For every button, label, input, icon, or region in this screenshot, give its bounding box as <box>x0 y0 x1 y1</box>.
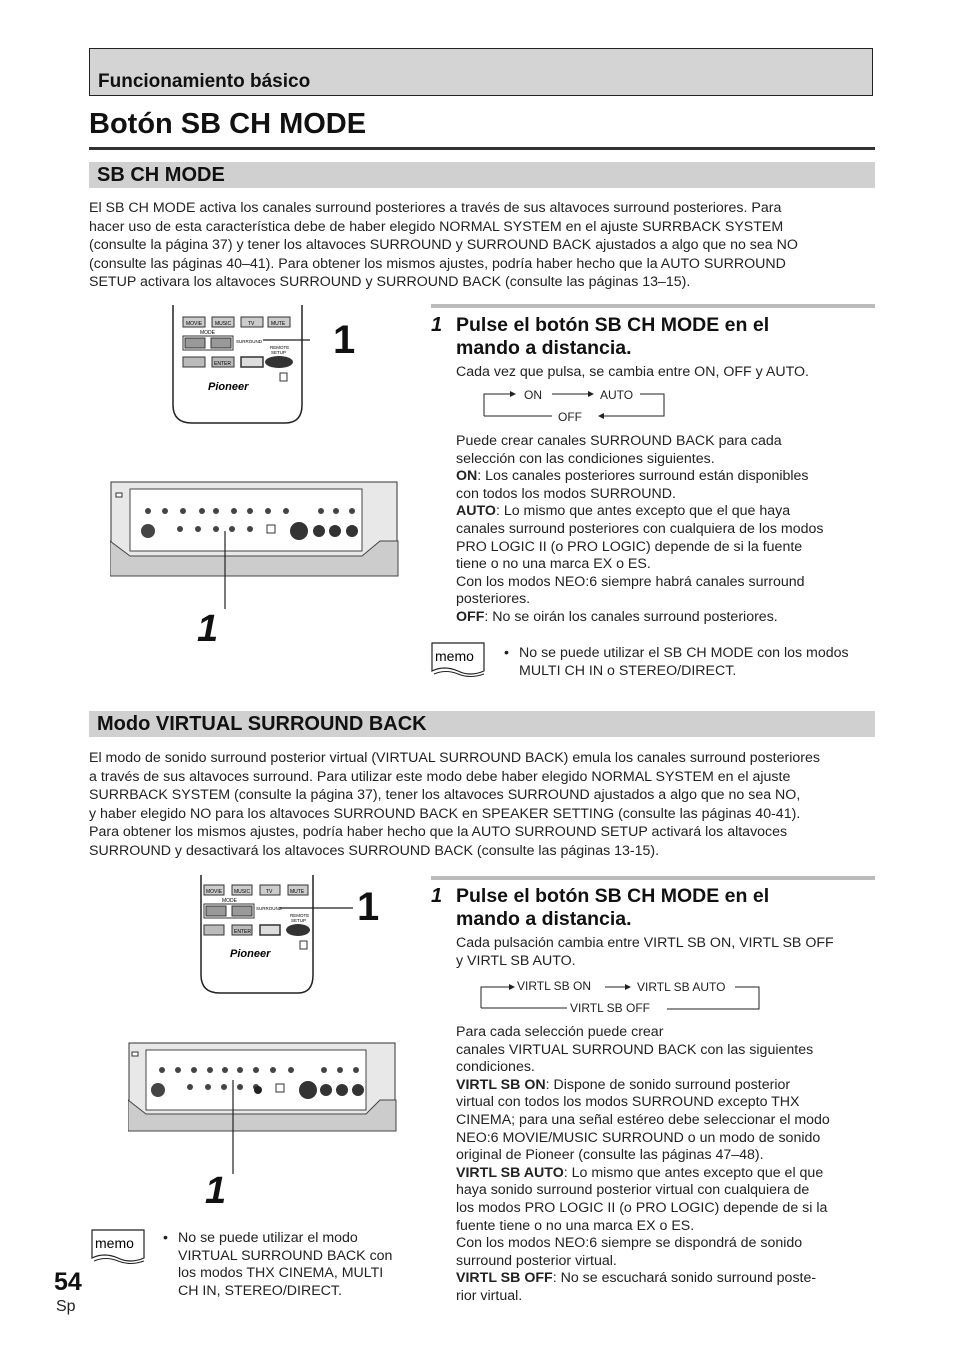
off-label: OFF <box>456 608 485 625</box>
sb-ch-mode-heading-text: SB CH MODE <box>97 164 225 186</box>
intro-line: hacer uso de esta característica debe de haber elegido NORMAL SYSTEM en el ajuste SURRBACK SYSTEM <box>89 218 784 235</box>
remote-enter-label: ENTER <box>214 361 231 367</box>
virtl-on-label: VIRTL SB ON <box>456 1076 546 1093</box>
cycle-label-virtl-off: VIRTL SB OFF <box>570 1001 651 1015</box>
desc-line: Con los modos NEO:6 siempre se dispondrá de sonido <box>456 1235 803 1252</box>
virtl-auto-description <box>456 1165 830 1183</box>
section-header-text: Funcionamiento básico <box>98 71 311 92</box>
desc-line: canales surround posteriores con cualquiera de los modos <box>456 520 824 537</box>
remote-btn-label: MUSIC <box>215 321 232 327</box>
callout-number: 1 <box>333 318 356 362</box>
callout-number: 1 <box>205 1170 227 1212</box>
desc-line: NEO:6 MOVIE/MUSIC SURROUND o un modo de sonido <box>456 1129 821 1146</box>
memo-icon <box>430 641 486 679</box>
remote-surround-label: SURROUND <box>256 906 283 911</box>
desc-line: virtual con todos los modos SURROUND excepto THX <box>456 1094 800 1111</box>
virtual-surround-heading-text: Modo VIRTUAL SURROUND BACK <box>97 713 427 735</box>
section-header <box>89 48 873 96</box>
desc-line: fuente tiene o no una marca EX o ES. <box>456 1217 695 1234</box>
remote-btn-label: TV <box>266 889 273 895</box>
cycle-label-on: ON <box>524 388 542 402</box>
desc-line: CINEMA; para una señal estéreo debe seleccionar el modo <box>456 1111 830 1128</box>
intro-line: SURRBACK SYSTEM (consulte la página 37), tener los altavoces SURROUND ajustados a algo que no sea NO, <box>89 787 801 803</box>
step-rule <box>431 876 875 880</box>
memo-line: MULTI CH IN o STEREO/DIRECT. <box>519 662 737 679</box>
step-rule <box>431 304 875 308</box>
desc-line: PRO LOGIC II (o PRO LOGIC) depende de si la fuente <box>456 538 803 555</box>
virtl-on-description <box>456 1077 830 1095</box>
step-title-line: mando a distancia. <box>456 337 632 359</box>
memo-text <box>519 645 849 680</box>
step-title-line: mando a distancia. <box>456 908 632 930</box>
page-number: 54 <box>54 1268 82 1296</box>
step-heading <box>431 885 875 933</box>
desc-line: surround posterior virtual. <box>456 1252 617 1269</box>
intro-line: SETUP activara los altavoces SURROUND y SURROUND BACK (consulte las páginas 13–15). <box>89 274 691 290</box>
auto-description <box>456 503 824 521</box>
on-text: : Los canales posteriores surround están disponibles <box>477 468 809 485</box>
intro-line: a través de sus altavoces surround. Para utilizar este modo debe haber elegido NORMAL SYSTEM en el ajuste <box>89 768 791 785</box>
desc-line: rior virtual. <box>456 1287 523 1304</box>
remote-btn-label: MOVIE <box>206 889 223 895</box>
memo-line: CH IN, STEREO/DIRECT. <box>178 1282 342 1299</box>
cycle-line: Cada pulsación cambia entre VIRTL SB ON, VIRTL SB OFF <box>456 935 834 951</box>
step-title-line: Pulse el botón SB CH MODE en el <box>456 885 770 907</box>
cycle-label-virtl-on: VIRTL SB ON <box>517 979 592 993</box>
callout-number: 1 <box>197 608 219 650</box>
virtl-auto-label: VIRTL SB AUTO <box>456 1164 564 1181</box>
remote-btn-label: MUSIC <box>234 889 251 895</box>
page-title: Botón SB CH MODE <box>89 108 367 140</box>
desc-line: condiciones. <box>456 1059 535 1076</box>
step-number: 1 <box>431 314 443 336</box>
remote-btn-label: TV <box>248 321 255 327</box>
desc-line: original de Pioneer (consulte las páginas 47–48). <box>456 1147 764 1164</box>
memo-text <box>178 1230 392 1300</box>
desc-line: haya sonido surround posterior virtual con cualquiera de <box>456 1182 810 1199</box>
on-description <box>456 468 824 486</box>
virtual-surround-heading <box>89 711 875 737</box>
page-language: Sp <box>56 1298 76 1315</box>
step-title <box>456 314 769 360</box>
intro-line: (consulte la página 37) y tener los altavoces SURROUND y SURROUND BACK ajustados a algo que no sea NO <box>89 237 798 253</box>
auto-label: AUTO <box>456 503 496 520</box>
virtual-surround-intro <box>89 749 889 860</box>
receiver-panel-illustration <box>128 1042 400 1182</box>
virtl-off-text: : No se escuchará sonido surround poste- <box>552 1270 817 1287</box>
intro-line: El SB CH MODE activa los canales surround posteriores a través de sus altavoces surround posteriores. Para <box>89 200 782 216</box>
memo-label: memo <box>95 1235 134 1251</box>
cycle-text: Cada vez que pulsa, se cambia entre ON, OFF y AUTO. <box>456 364 809 380</box>
desc-line: los modos PRO LOGIC II (o PRO LOGIC) depende de si la <box>456 1199 828 1216</box>
memo-line: No se puede utilizar el modo <box>178 1230 358 1246</box>
memo-line: los modos THX CINEMA, MULTI <box>178 1265 384 1282</box>
step-title <box>456 885 769 931</box>
memo-line: No se puede utilizar el SB CH MODE con los modos <box>519 645 849 661</box>
step-heading <box>431 314 875 362</box>
sb-ch-mode-intro <box>89 199 879 292</box>
remote-setup-label: REMOTE <box>270 345 290 350</box>
step-title-line: Pulse el botón SB CH MODE en el <box>456 314 770 336</box>
remote-setup-label: REMOTE <box>290 913 310 918</box>
receiver-panel-illustration <box>110 481 400 611</box>
remote-control-illustration <box>198 875 358 995</box>
intro-line: SURROUND y desactivará los altavoces SURROUND BACK (consulte las páginas 13-15). <box>89 842 660 859</box>
desc-line: canales VIRTUAL SURROUND BACK con las siguientes <box>456 1041 814 1058</box>
desc-line: Puede crear canales SURROUND BACK para cada <box>456 433 782 449</box>
step-description <box>456 1024 830 1306</box>
memo-icon <box>90 1228 146 1266</box>
cycle-label-auto: AUTO <box>600 388 634 402</box>
cycle-text <box>456 935 834 970</box>
memo-label: memo <box>435 648 474 664</box>
memo-bullet: • <box>163 1230 168 1246</box>
desc-line: Con los modos NEO:6 siempre habrá canales surround <box>456 573 805 590</box>
remote-surround-label: SURROUND <box>236 339 263 344</box>
callout-number: 1 <box>357 885 380 929</box>
virtl-on-text: : Dispone de sonido surround posterior <box>545 1076 791 1093</box>
remote-mode-label: MODE <box>200 330 215 336</box>
off-text: : No se oirán los canales surround posteriores. <box>484 608 778 625</box>
remote-brand-logo: Pioneer <box>208 381 249 393</box>
auto-text: : Lo mismo que antes excepto que el que haya <box>495 503 791 520</box>
remote-control-illustration <box>170 305 310 425</box>
sb-ch-mode-heading <box>89 162 875 188</box>
on-label: ON <box>456 468 478 485</box>
virtl-auto-text: : Lo mismo que antes excepto que el que <box>563 1164 824 1181</box>
intro-line: (consulte las páginas 40–41). Para obtener los mismos ajustes, podría haber hecho que la AUTO SURROUND <box>89 255 786 272</box>
remote-btn-label: MUTE <box>271 321 286 327</box>
cycle-line: y VIRTL SB AUTO. <box>456 952 576 969</box>
cycle-label-virtl-auto: VIRTL SB AUTO <box>637 980 726 994</box>
off-description <box>456 609 824 627</box>
remote-btn-label: MOVIE <box>186 321 203 327</box>
virtl-off-label: VIRTL SB OFF <box>456 1270 553 1287</box>
intro-line: El modo de sonido surround posterior virtual (VIRTUAL SURROUND BACK) emula los canales surround posteriores <box>89 750 820 766</box>
memo-bullet: • <box>504 645 509 661</box>
memo-line: VIRTUAL SURROUND BACK con <box>178 1247 393 1264</box>
title-rule <box>89 147 875 150</box>
remote-enter-label: ENTER <box>234 929 251 935</box>
cycle-label-off: OFF <box>558 410 582 424</box>
step-number: 1 <box>431 885 443 907</box>
remote-mode-label: MODE <box>222 898 237 904</box>
virtl-off-description <box>456 1270 830 1288</box>
step-description <box>456 433 824 627</box>
remote-setup-label: SETUP <box>271 350 287 355</box>
desc-line: selección con las condiciones siguientes. <box>456 450 715 467</box>
desc-line: Para cada selección puede crear <box>456 1024 664 1040</box>
intro-line: y haber elegido NO para los altavoces SURROUND BACK en SPEAKER SETTING (consulte las páginas 40-41). <box>89 805 801 822</box>
desc-line: con todos los modos SURROUND. <box>456 485 676 502</box>
desc-line: tiene o no una marca EX o ES. <box>456 556 651 573</box>
remote-btn-label: MUTE <box>290 889 305 895</box>
remote-brand-logo: Pioneer <box>230 948 271 960</box>
remote-setup-label: SETUP <box>291 918 307 923</box>
intro-line: Para obtener los mismos ajustes, podría haber hecho que la AUTO SURROUND SETUP activará los altavoces <box>89 824 788 840</box>
desc-line: posteriores. <box>456 591 531 608</box>
